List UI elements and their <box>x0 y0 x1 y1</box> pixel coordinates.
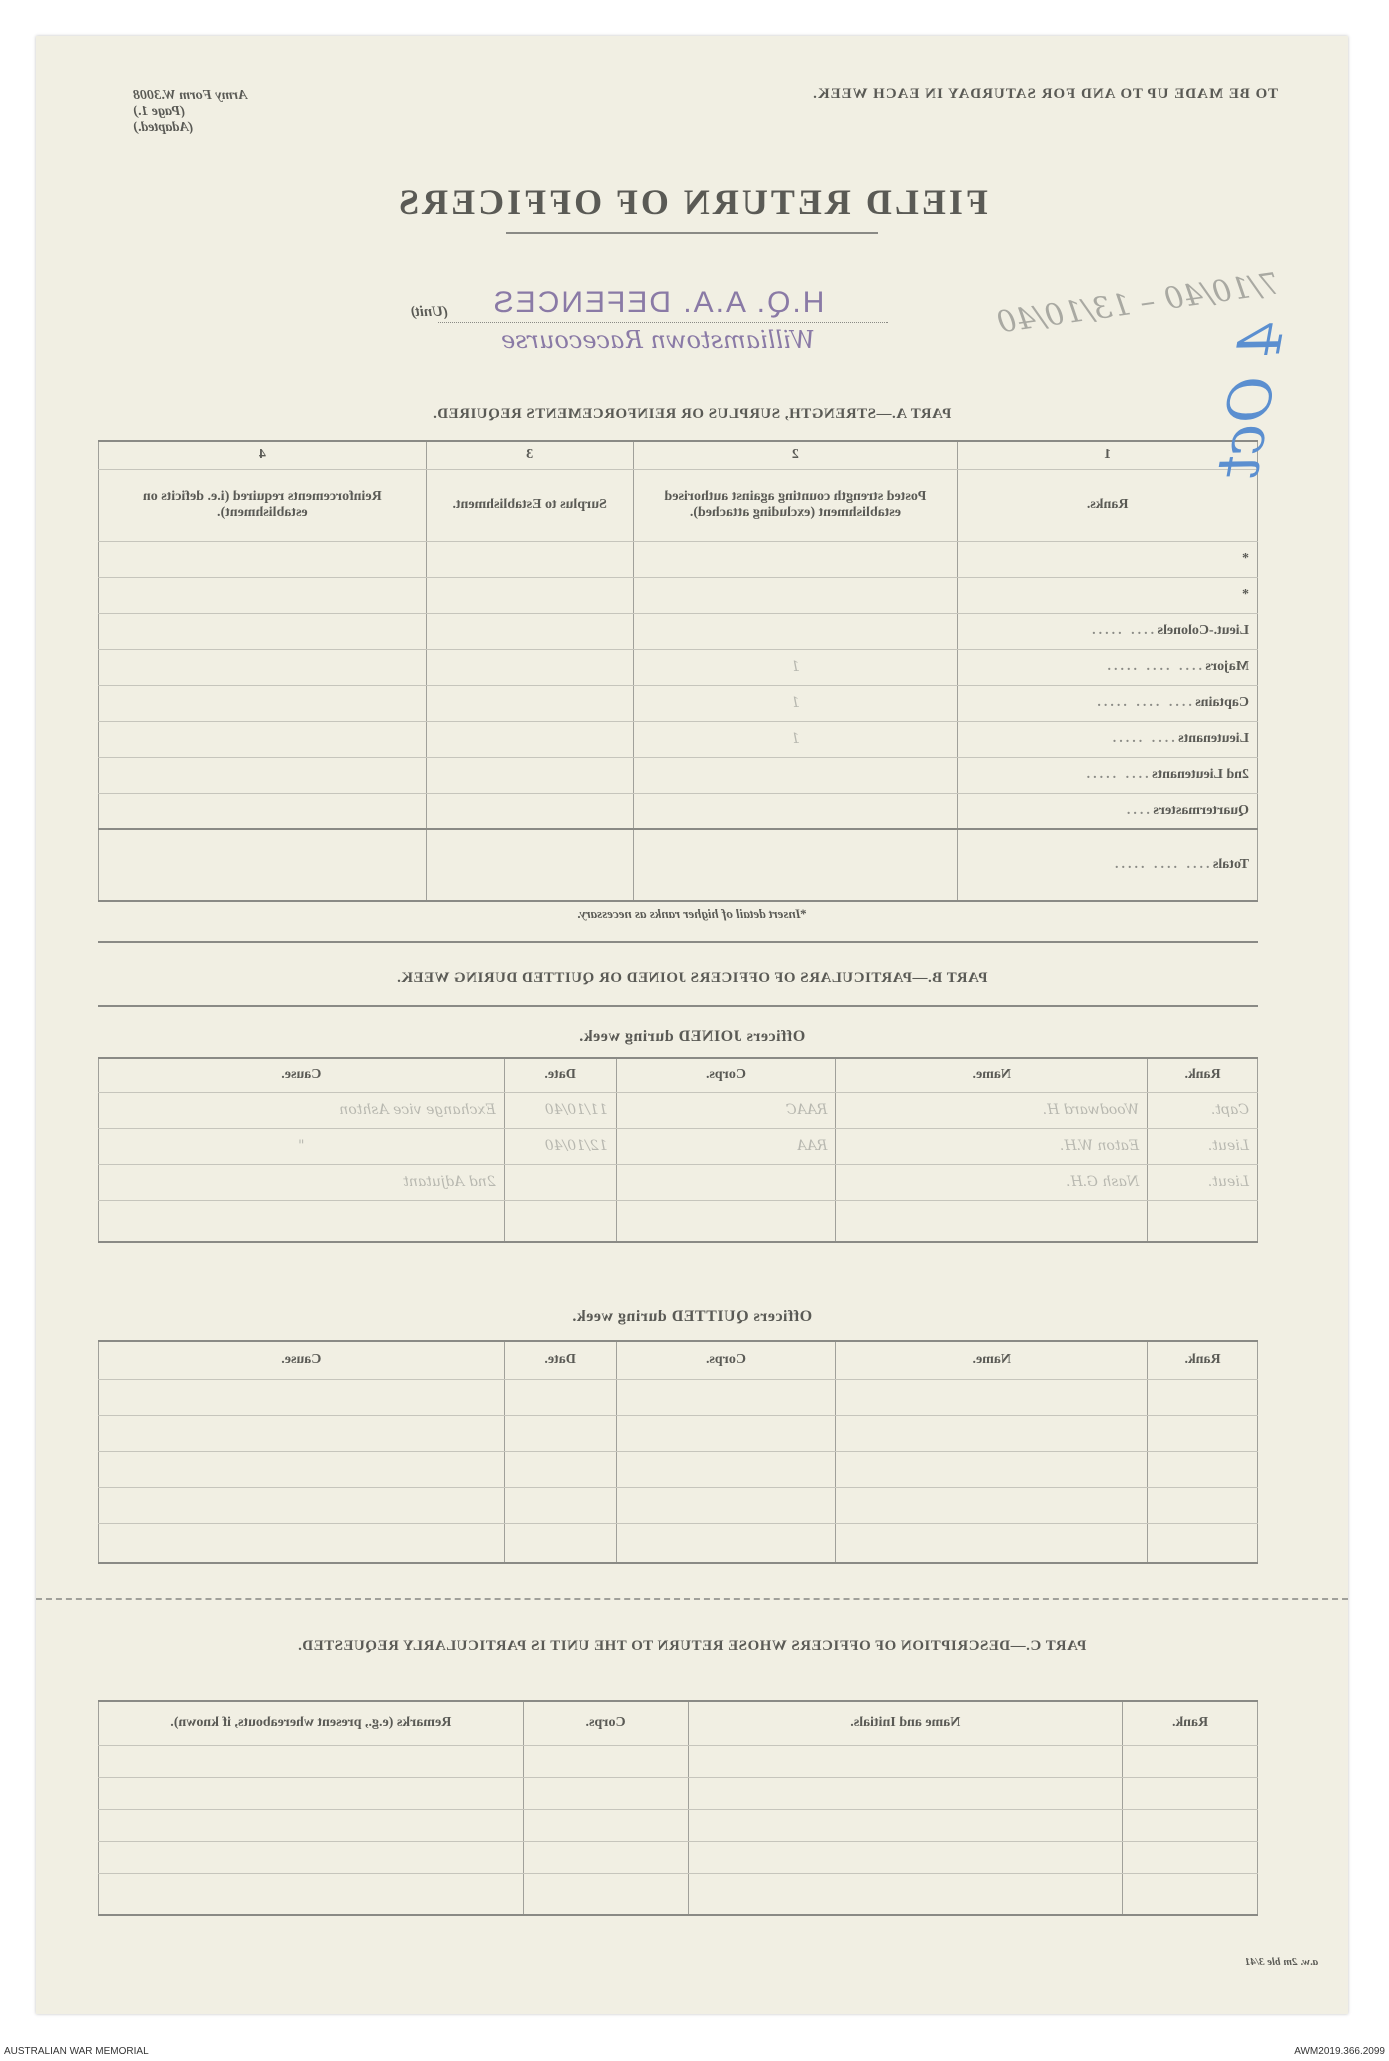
totals-cell <box>958 829 1258 901</box>
corps-cell <box>616 1164 836 1200</box>
perforation-line <box>36 1598 1348 1600</box>
table-row <box>99 541 1258 577</box>
rank-cell: Lieut. <box>1148 1164 1258 1200</box>
form-number <box>133 88 313 136</box>
strength-cell: 1 <box>633 649 958 685</box>
reinforcement-cell <box>99 541 427 577</box>
leader-dots: .... .... ..... <box>1104 659 1202 674</box>
rank-cell <box>958 613 1258 649</box>
leader-dots: .... .... ..... <box>1111 857 1210 872</box>
part-a-heading: PART A.—STRENGTH, SURPLUS OR REINFORCEMENTS REQUIRED. <box>432 406 952 422</box>
location-stamp: Williamstown Racecourse <box>501 326 815 354</box>
col-header-corps: Corps. <box>616 1341 836 1379</box>
table-row <box>99 1164 1258 1200</box>
cause-cell: " <box>99 1128 505 1164</box>
quitted-heading: Officers QUITTED during week. <box>571 1308 813 1325</box>
table-row <box>99 1777 1258 1809</box>
blank-cell <box>99 1451 505 1487</box>
rank-cell: Lieut. <box>1148 1128 1258 1164</box>
table-row <box>99 793 1258 829</box>
col-number-4: 4 <box>99 441 427 469</box>
blank-cell <box>504 1415 616 1451</box>
blank-cell <box>836 1379 1148 1415</box>
blank-cell <box>523 1777 688 1809</box>
rank-cell: Capt. <box>1148 1092 1258 1128</box>
cause-cell: 2nd Adjutant <box>99 1164 505 1200</box>
rank-cell <box>958 721 1258 757</box>
title-rule <box>506 232 878 234</box>
totals-row <box>99 829 1258 901</box>
archive-credit: AUSTRALIAN WAR MEMORIAL <box>4 2046 149 2057</box>
blank-cell <box>836 1487 1148 1523</box>
form-page-line: (Page 1.) <box>133 104 186 119</box>
surplus-cell <box>426 649 633 685</box>
col-header-name-initials: Name and Initials. <box>688 1701 1123 1745</box>
table-row <box>99 757 1258 793</box>
strength-cell <box>633 757 958 793</box>
totals-label: Totals <box>1212 857 1249 872</box>
part-b-heading: PART B.—PARTICULARS OF OFFICERS JOINED OR QUITTED DURING WEEK. <box>396 970 988 986</box>
paper-sheet <box>36 36 1348 2014</box>
date-cell <box>504 1164 616 1200</box>
blank-cell <box>1123 1745 1258 1777</box>
rank-name: * <box>1242 587 1249 602</box>
surplus-cell <box>426 685 633 721</box>
reinforcement-cell <box>99 685 427 721</box>
table-row <box>99 577 1258 613</box>
reinforcement-cell <box>99 577 427 613</box>
blank-cell <box>99 1523 505 1563</box>
rank-cell <box>958 685 1258 721</box>
blank-cell <box>616 1379 836 1415</box>
date-cell: 11/10/40 <box>504 1092 616 1128</box>
corps-cell: RAA <box>616 1128 836 1164</box>
rank-name: Lieutenants <box>1178 731 1249 746</box>
blank-cell <box>523 1745 688 1777</box>
unit-stamp: H.Q. A.A. DEFENCES <box>491 286 825 319</box>
col-header-name: Name. <box>836 1058 1148 1092</box>
form-number-line: Army Form W.3008 <box>133 88 248 103</box>
blank-cell <box>523 1841 688 1873</box>
table-row <box>99 1415 1258 1451</box>
col-header-name: Name. <box>836 1341 1148 1379</box>
blank-cell <box>504 1379 616 1415</box>
rank-cell <box>958 757 1258 793</box>
blank-cell <box>616 1200 836 1242</box>
blank-cell <box>836 1523 1148 1563</box>
blank-cell <box>1123 1809 1258 1841</box>
rank-cell <box>958 541 1258 577</box>
blank-cell <box>99 1873 524 1915</box>
quitted-table <box>98 1340 1258 1564</box>
rank-name: Captains <box>1195 695 1249 710</box>
leader-dots: .... ..... <box>1089 623 1155 638</box>
col-number-1: 1 <box>958 441 1258 469</box>
blank-cell <box>99 1777 524 1809</box>
strength-cell <box>633 793 958 829</box>
col-number-2: 2 <box>633 441 958 469</box>
divider-rule <box>98 1005 1258 1007</box>
col-header-cause: Cause. <box>99 1341 505 1379</box>
surplus-cell <box>426 577 633 613</box>
blank-cell <box>1123 1841 1258 1873</box>
reinforcement-cell <box>99 757 427 793</box>
col-header-rank: Rank. <box>1123 1701 1258 1745</box>
col-header-cause: Cause. <box>99 1058 505 1092</box>
surplus-cell <box>426 757 633 793</box>
part-c-table <box>98 1700 1258 1916</box>
reinforcement-cell <box>99 649 427 685</box>
rank-cell <box>958 649 1258 685</box>
part-a-table <box>98 440 1258 902</box>
col-header-rank: Rank. <box>1148 1058 1258 1092</box>
leader-dots: .... ..... <box>1109 731 1175 746</box>
table-row <box>99 613 1258 649</box>
mirrored-form <box>36 36 1348 2014</box>
blank-cell <box>1148 1523 1258 1563</box>
joined-header-row <box>99 1058 1258 1092</box>
surplus-cell <box>426 541 633 577</box>
col-header-surplus: Surplus to Establishment. <box>426 469 633 541</box>
blank-cell <box>688 1809 1123 1841</box>
name-cell: Woodward H. <box>836 1092 1148 1128</box>
strength-cell <box>633 613 958 649</box>
table-row <box>99 1200 1258 1242</box>
blank-cell <box>504 1451 616 1487</box>
col-number-3: 3 <box>426 441 633 469</box>
header-instruction: TO BE MADE UP TO AND FOR SATURDAY IN EACH WEEK. <box>812 86 1278 102</box>
part-a-header-row <box>99 469 1258 541</box>
date-cell: 12/10/40 <box>504 1128 616 1164</box>
table-row <box>99 1128 1258 1164</box>
name-cell: Nash G.H. <box>836 1164 1148 1200</box>
rank-name: * <box>1242 551 1249 566</box>
blank-cell <box>616 1451 836 1487</box>
blank-cell <box>688 1745 1123 1777</box>
col-header-date: Date. <box>504 1058 616 1092</box>
divider-rule <box>98 941 1258 943</box>
table-row <box>99 1745 1258 1777</box>
pencil-date: 7/10/40 – 13/10/40 <box>994 266 1282 341</box>
blue-crayon-note: 4 Oct <box>1203 315 1298 485</box>
reinforcement-cell <box>99 793 427 829</box>
col-header-corps: Corps. <box>616 1058 836 1092</box>
joined-heading: Officers JOINED during week. <box>578 1028 806 1045</box>
col-header-reinforcements: Reinforcements required (i.e. deficits on establishment). <box>99 469 427 541</box>
corps-cell: RAAC <box>616 1092 836 1128</box>
unit-line <box>438 322 888 323</box>
totals-surplus-cell <box>426 829 633 901</box>
blank-cell <box>836 1451 1148 1487</box>
printer-imprint: a.w. 2m ble 3/41 <box>1244 1956 1318 1968</box>
form-adapted-line: (Adapted.) <box>133 120 194 135</box>
blank-cell <box>1123 1873 1258 1915</box>
blank-cell <box>523 1873 688 1915</box>
name-cell: Eaton W.H. <box>836 1128 1148 1164</box>
blank-cell <box>1148 1451 1258 1487</box>
blank-cell <box>1148 1415 1258 1451</box>
part-a-footnote: *Insert detail of higher ranks as necessary. <box>576 906 808 921</box>
blank-cell <box>504 1487 616 1523</box>
leader-dots: .... <box>1123 802 1150 818</box>
blank-cell <box>688 1873 1123 1915</box>
col-header-ranks: Ranks. <box>958 469 1258 541</box>
joined-table <box>98 1057 1258 1243</box>
table-row <box>99 1873 1258 1915</box>
leader-dots: .... ..... <box>1083 767 1149 782</box>
surplus-cell <box>426 721 633 757</box>
blank-cell <box>523 1809 688 1841</box>
blank-cell <box>616 1523 836 1563</box>
blank-cell <box>836 1200 1148 1242</box>
totals-strength-cell <box>633 829 958 901</box>
rank-name: Majors <box>1205 659 1249 674</box>
blank-cell <box>99 1415 505 1451</box>
blank-cell <box>99 1200 505 1242</box>
blank-cell <box>1148 1487 1258 1523</box>
part-c-heading: PART C.—DESCRIPTION OF OFFICERS WHOSE RETURN TO THE UNIT IS PARTICULARLY REQUESTED. <box>297 1638 1087 1654</box>
table-row <box>99 1379 1258 1415</box>
blank-cell <box>504 1523 616 1563</box>
blank-cell <box>688 1777 1123 1809</box>
col-header-date: Date. <box>504 1341 616 1379</box>
surplus-cell <box>426 793 633 829</box>
table-row <box>99 1451 1258 1487</box>
table-row <box>99 1487 1258 1523</box>
col-header-remarks: Remarks (e.g., present whereabouts, if known). <box>99 1701 524 1745</box>
table-row <box>99 1809 1258 1841</box>
table-row <box>99 721 1258 757</box>
strength-cell <box>633 577 958 613</box>
blank-cell <box>1148 1200 1258 1242</box>
reinforcement-cell <box>99 721 427 757</box>
table-row <box>99 685 1258 721</box>
rank-cell <box>958 577 1258 613</box>
totals-reinforcement-cell <box>99 829 427 901</box>
blank-cell <box>688 1841 1123 1873</box>
table-row <box>99 649 1258 685</box>
form-title: FIELD RETURN OF OFFICERS <box>396 182 988 222</box>
blank-cell <box>99 1809 524 1841</box>
rank-name: 2nd Lieutenants <box>1152 767 1249 782</box>
blank-cell <box>836 1415 1148 1451</box>
strength-cell <box>633 541 958 577</box>
table-row <box>99 1841 1258 1873</box>
col-header-rank: Rank. <box>1148 1341 1258 1379</box>
blank-cell <box>616 1487 836 1523</box>
strength-cell: 1 <box>633 721 958 757</box>
rank-cell <box>958 793 1258 829</box>
table-row <box>99 1092 1258 1128</box>
col-header-corps: Corps. <box>523 1701 688 1745</box>
surplus-cell <box>426 613 633 649</box>
unit-label: (Unit) <box>410 304 448 320</box>
archive-reference: AWM2019.366.2099 <box>1294 2046 1385 2057</box>
leader-dots: .... .... ..... <box>1094 695 1192 710</box>
blank-cell <box>99 1487 505 1523</box>
blank-cell <box>616 1415 836 1451</box>
reinforcement-cell <box>99 613 427 649</box>
quitted-header-row <box>99 1341 1258 1379</box>
rank-name: Quartermasters <box>1153 802 1249 818</box>
part-c-header-row <box>99 1701 1258 1745</box>
rank-name: Lieut.-Colonels <box>1157 623 1249 638</box>
blank-cell <box>99 1379 505 1415</box>
blank-cell <box>99 1745 524 1777</box>
blank-cell <box>504 1200 616 1242</box>
col-header-strength: Posted strength counting against authorised establishment (excluding attached). <box>633 469 958 541</box>
blank-cell <box>1123 1777 1258 1809</box>
strength-cell: 1 <box>633 685 958 721</box>
blank-cell <box>1148 1379 1258 1415</box>
blank-cell <box>99 1841 524 1873</box>
cause-cell: Exchange vice Ashton <box>99 1092 505 1128</box>
part-a-number-row <box>99 441 1258 469</box>
table-row <box>99 1523 1258 1563</box>
